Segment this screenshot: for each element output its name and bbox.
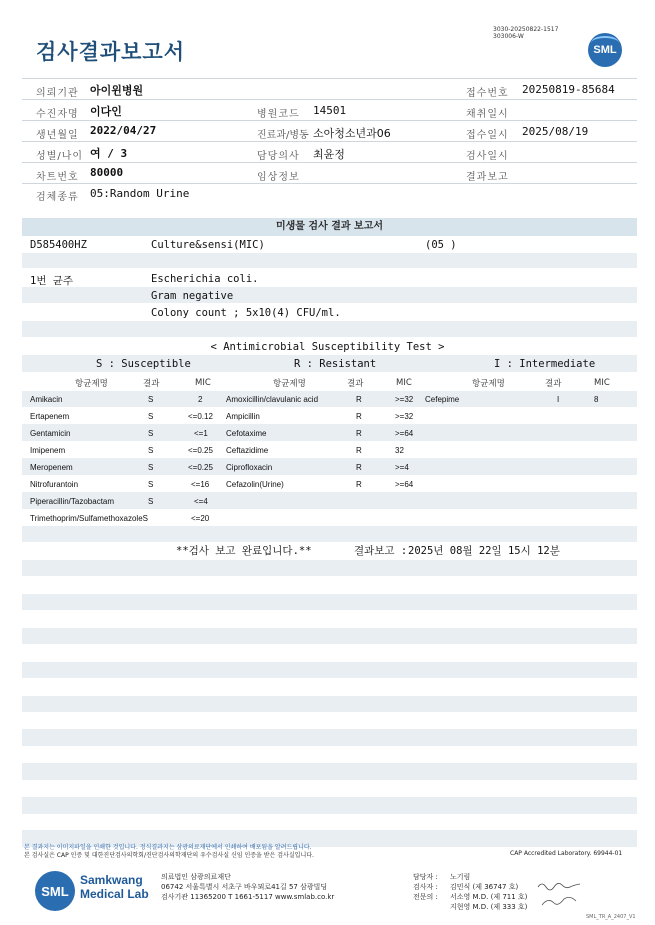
drug-name: Gentamicin	[30, 429, 71, 438]
gram-stain: Gram negative	[151, 290, 234, 302]
row-band	[22, 797, 637, 814]
doctor-value: 최윤정	[313, 148, 345, 161]
chart-value: 80000	[90, 166, 124, 179]
row-band	[22, 287, 637, 303]
drug-result: R	[356, 429, 362, 438]
staff-names	[450, 872, 527, 912]
row-band	[22, 526, 637, 542]
drug-result: S	[148, 429, 154, 438]
hospital-code-label: 병원코드	[257, 109, 300, 120]
test-name: Culture&sensi(MIC)	[151, 239, 265, 251]
drug-name: Nitrofurantoin	[30, 480, 79, 489]
row-band	[22, 696, 637, 712]
colony-count: Colony count ; 5x10(4) CFU/ml.	[151, 307, 341, 319]
sex-age-label: 성별/나이	[36, 151, 84, 162]
divider	[22, 162, 637, 163]
staff-name: 서소영 M.D. (제 711 호)	[450, 893, 528, 901]
staff-name: 노기림	[450, 873, 471, 881]
drug-mic: 8	[594, 395, 599, 404]
drug-mic: >=32	[395, 395, 414, 404]
organism-name: Escherichia coli.	[151, 273, 259, 285]
drug-result: R	[356, 395, 362, 404]
hospital-code-value: 14501	[313, 104, 347, 117]
drug-name: Ceftazidime	[226, 446, 269, 455]
drug-mic: <=0.12	[188, 412, 213, 421]
collection-date-label: 채취일시	[466, 109, 509, 120]
footer-address-block	[161, 872, 334, 902]
col-result-header: 결과	[347, 379, 364, 389]
staff-label: 검사자 :	[413, 883, 438, 891]
staff-labels	[413, 872, 438, 902]
drug-result: R	[356, 412, 362, 421]
legend-resistant: R : Resistant	[294, 358, 377, 370]
drug-name: Piperacillin/Tazobactam	[30, 497, 115, 506]
col-result-header: 결과	[545, 379, 562, 389]
org-address: 06742 서울특별시 서초구 바우뫼로41길 57 삼광빌딩	[161, 883, 328, 891]
brand-name	[80, 873, 149, 901]
birth-value: 2022/04/27	[90, 124, 157, 137]
footer-note-cap: 본 검사실은 CAP 인증 및 대한진단검사의학회/진단검사의학재단의 우수검사실 신임 인증을 받은 검사실입니다.	[24, 852, 314, 859]
drug-mic: <=4	[194, 497, 208, 506]
staff-label: 담당자 :	[413, 873, 438, 881]
col-drug-header: 항균제명	[472, 379, 505, 389]
col-drug-header: 항균제명	[273, 379, 306, 389]
drug-mic: 32	[395, 446, 404, 455]
drug-mic: >=64	[395, 429, 414, 438]
footer-note-print: 본 결과지는 이미지파일을 인쇄한 것입니다. 정식결과지는 삼광의료재단에서 인쇄하여 배포됨을 알려드립니다.	[24, 844, 312, 851]
row-band	[22, 662, 637, 678]
org-name: 의료법인 삼광의료재단	[161, 873, 231, 881]
staff-name: 지현영 M.D. (제 333 호)	[450, 903, 528, 911]
drug-name: Cefazolin(Urine)	[226, 480, 284, 489]
divider	[22, 78, 637, 79]
drug-result: S	[148, 463, 154, 472]
document-number-line-2: 303006-W	[493, 33, 524, 40]
drug-mic: <=0.25	[188, 463, 213, 472]
cap-accreditation: CAP Accredited Laboratory. 69944-01	[510, 850, 623, 857]
divider	[22, 141, 637, 142]
row-band	[22, 594, 637, 610]
receipt-no-value: 20250819-85684	[522, 83, 615, 96]
divider	[22, 183, 637, 184]
doctor-label: 담당의사	[257, 151, 300, 162]
drug-name: Cefepime	[425, 395, 460, 404]
row-band	[22, 391, 637, 407]
drug-result: S	[148, 497, 154, 506]
section-title: 미생물 검사 결과 보고서	[275, 221, 384, 232]
drug-mic: <=20	[191, 514, 210, 523]
test-suffix: (05 )	[425, 239, 457, 251]
drug-result: R	[356, 446, 362, 455]
institution-label: 의뢰기관	[36, 88, 79, 99]
completion-message: **검사 보고 완료입니다.**	[176, 545, 312, 557]
col-drug-header: 항균제명	[75, 379, 108, 389]
sex-age-value: 여 / 3	[90, 147, 128, 160]
row-band	[22, 729, 637, 746]
drug-name: Trimethoprim/SulfamethoxazoleS	[30, 514, 148, 523]
form-id: SML_TR_A_2407_V1	[586, 914, 636, 920]
clinical-label: 임상정보	[257, 172, 300, 183]
drug-mic: <=0.25	[188, 446, 213, 455]
drug-name: Ertapenem	[30, 412, 70, 421]
legend-intermediate: I : Intermediate	[494, 358, 596, 370]
completion-report-time: 2025년 08월 22일 15시 12분	[408, 545, 560, 557]
sml-logo-icon: SML	[35, 871, 75, 911]
organism-label: 1번 균주	[30, 275, 74, 287]
row-band	[22, 424, 637, 441]
drug-name: Meropenem	[30, 463, 73, 472]
dept-value: 소아청소년과06	[313, 127, 391, 140]
col-mic-header: MIC	[195, 378, 211, 388]
specimen-value: 05:Random Urine	[90, 187, 190, 200]
drug-result: S	[148, 480, 154, 489]
exam-date-label: 검사일시	[466, 151, 509, 162]
drug-name: Cefotaxime	[226, 429, 267, 438]
patient-label: 수진자명	[36, 109, 79, 120]
drug-result: R	[356, 480, 362, 489]
drug-name: Ampicillin	[226, 412, 260, 421]
drug-name: Ciprofloxacin	[226, 463, 273, 472]
receipt-date-value: 2025/08/19	[522, 125, 589, 138]
row-band	[22, 458, 637, 475]
drug-mic: 2	[198, 395, 203, 404]
patient-value: 이다인	[90, 105, 122, 118]
ast-title: < Antimicrobial Susceptibility Test >	[210, 341, 445, 353]
brand-name-line-2: Medical Lab	[80, 887, 149, 901]
row-band	[22, 628, 637, 644]
row-band	[22, 560, 637, 576]
section-header	[22, 218, 637, 236]
drug-mic: <=16	[191, 480, 210, 489]
document-number-line-1: 3030-20250822-1517	[493, 26, 559, 33]
test-code: D585400HZ	[30, 239, 87, 251]
sml-logo-icon: SML	[588, 33, 622, 67]
row-band	[22, 321, 637, 337]
divider	[22, 99, 637, 100]
dept-label: 진료과/병동	[257, 130, 309, 141]
staff-label: 전문의 :	[413, 893, 438, 901]
drug-name: Amikacin	[30, 395, 63, 404]
drug-result: S	[148, 395, 154, 404]
receipt-no-label: 접수번호	[466, 88, 509, 99]
drug-name: Amoxicillin/clavulanic acid	[226, 395, 319, 404]
completion-report-label: 결과보고 :	[354, 545, 408, 557]
document-number	[493, 26, 558, 40]
drug-result: R	[356, 463, 362, 472]
specimen-label: 검체종류	[36, 192, 79, 203]
signature-icon	[536, 879, 586, 913]
divider	[22, 120, 637, 121]
drug-result: S	[148, 446, 154, 455]
drug-mic: >=64	[395, 480, 414, 489]
drug-mic: >=4	[395, 463, 409, 472]
drug-result: S	[148, 412, 154, 421]
drug-result: I	[557, 395, 560, 404]
brand-name-line-1: Samkwang	[80, 873, 143, 887]
org-contact: 검사기관 11365200 T 1661-5117 www.smlab.co.kr	[161, 893, 335, 901]
chart-label: 차트번호	[36, 172, 79, 183]
drug-mic: >=32	[395, 412, 414, 421]
page-title: 검사결과보고서	[36, 40, 186, 64]
receipt-date-label: 접수일시	[466, 130, 509, 141]
staff-name: 김민식 (제 36747 호)	[450, 883, 519, 891]
birth-label: 생년월일	[36, 130, 79, 141]
col-result-header: 결과	[143, 379, 160, 389]
row-band	[22, 492, 637, 509]
col-mic-header: MIC	[594, 378, 610, 388]
report-label: 결과보고	[466, 172, 509, 183]
drug-name: Imipenem	[30, 446, 66, 455]
legend-susceptible: S : Susceptible	[96, 358, 191, 370]
col-mic-header: MIC	[396, 378, 412, 388]
row-band	[22, 253, 637, 268]
drug-mic: <=1	[194, 429, 208, 438]
row-band	[22, 763, 637, 780]
institution-value: 아이윈병원	[90, 84, 144, 97]
